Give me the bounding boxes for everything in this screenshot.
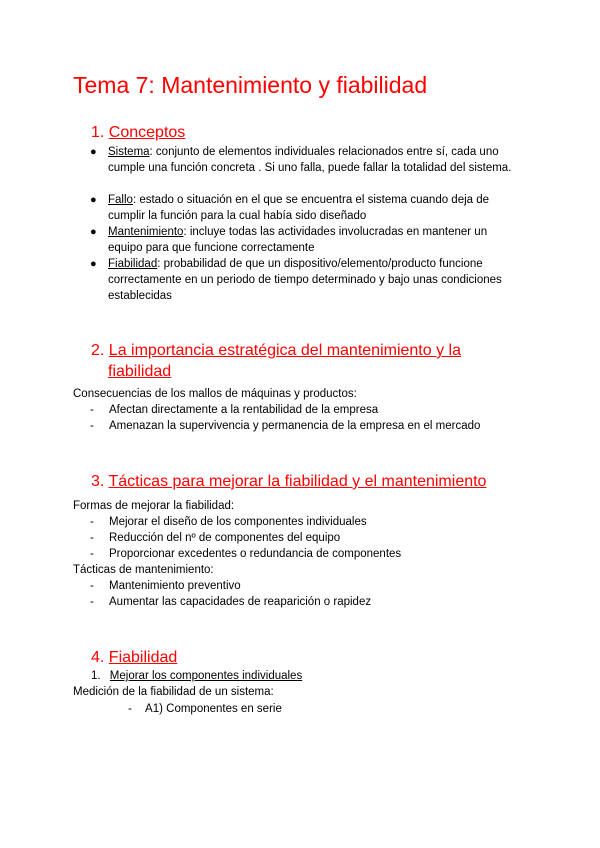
section-3-title: Tácticas para mejorar la fiabilidad y el mantenimiento (108, 473, 487, 490)
dash-marker: - (90, 420, 94, 432)
list-item (90, 578, 371, 594)
section-1-heading (91, 122, 185, 143)
section-2-title: La importancia estratégica del mantenimiento y la (108, 342, 461, 359)
consequences-list (90, 402, 481, 434)
section-1-title: Conceptos (108, 124, 186, 141)
list-item-text: Reducción del nº de componentes del equipo (109, 532, 341, 544)
maintenance-tactics-list (90, 578, 372, 610)
section-3-intro-1: Formas de mejorar la fiabilidad: (73, 500, 235, 512)
concept-definition: : probabilidad de que un dispositivo/elemento/producto funcione correctamente en un periodo de tiempo determinado y bajo unas condiciones establecidas (108, 258, 502, 302)
list-item (90, 594, 372, 610)
section-4-title: Fiabilidad (108, 649, 178, 666)
bullet-icon: ● (90, 146, 97, 158)
concept-term: Fiabilidad (108, 258, 158, 270)
concept-term: Mantenimiento (108, 226, 184, 238)
bullet-icon: ● (90, 194, 97, 206)
list-item-text: Aumentar las capacidades de reaparición o rapidez (109, 596, 372, 608)
subsection-heading (91, 668, 302, 684)
concept-term: Fallo (108, 194, 133, 206)
list-item (90, 402, 480, 418)
concept-item (90, 256, 518, 304)
section-3-heading (91, 471, 486, 492)
section-1-number: 1. (91, 124, 105, 141)
section-4-number: 4. (91, 649, 105, 666)
bullet-icon: ● (90, 258, 97, 270)
section-2-intro: Consecuencias de los mallos de máquinas y productos: (73, 388, 357, 400)
list-item-text: Amenazan la supervivencia y permanencia de la empresa en el mercado (109, 420, 481, 432)
list-item (90, 546, 402, 562)
reliability-methods-list (90, 514, 402, 562)
series-components-item (128, 701, 282, 717)
section-3-intro-2: Tácticas de mantenimiento: (73, 564, 214, 576)
concept-definition: : estado o situación en el que se encuentra el sistema cuando deja de cumplir la función para la cual había sido diseñado (108, 194, 490, 222)
section-2-heading (91, 340, 511, 382)
section-2-title-cont: fiabilidad (108, 363, 172, 380)
list-item-text: A1) Componentes en serie (145, 703, 282, 715)
concept-definition: : incluye todas las actividades involucradas en mantener un equipo para que funcione correctamente (108, 226, 488, 254)
dash-marker: - (90, 516, 94, 528)
concepts-list (90, 144, 518, 304)
concept-item (90, 224, 518, 256)
list-item (90, 530, 401, 546)
concept-item (90, 192, 518, 224)
list-item (90, 514, 401, 530)
dash-marker: - (128, 703, 132, 715)
dash-marker: - (90, 404, 94, 416)
dash-marker: - (90, 548, 94, 560)
subsection-title: Mejorar los componentes individuales (109, 670, 303, 682)
concept-item (90, 144, 518, 192)
dash-marker: - (90, 580, 94, 592)
section-3-number: 3. (91, 473, 105, 490)
list-item (90, 418, 481, 434)
list-item-text: Afectan directamente a la rentabilidad de la empresa (109, 404, 379, 416)
list-item-text: Proporcionar excedentes o redundancia de componentes (109, 548, 402, 560)
dash-marker: - (90, 596, 94, 608)
list-item-text: Mejorar el diseño de los componentes individuales (109, 516, 367, 528)
section-4-heading (91, 647, 177, 668)
dash-marker: - (90, 532, 94, 544)
page-title: Tema 7: Mantenimiento y fiabilidad (73, 72, 428, 98)
concept-term: Sistema (108, 146, 150, 158)
bullet-icon: ● (90, 226, 97, 238)
list-item-text: Mantenimiento preventivo (109, 580, 241, 592)
section-2-number: 2. (91, 342, 105, 359)
subsection-number: 1. (91, 670, 101, 682)
section-4-intro: Medición de la fiabilidad de un sistema: (73, 686, 274, 698)
concept-definition: : conjunto de elementos individuales relacionados entre sí, cada uno cumple una función concreta . Si uno falla, puede fallar la totalidad del sistema. (108, 146, 512, 174)
